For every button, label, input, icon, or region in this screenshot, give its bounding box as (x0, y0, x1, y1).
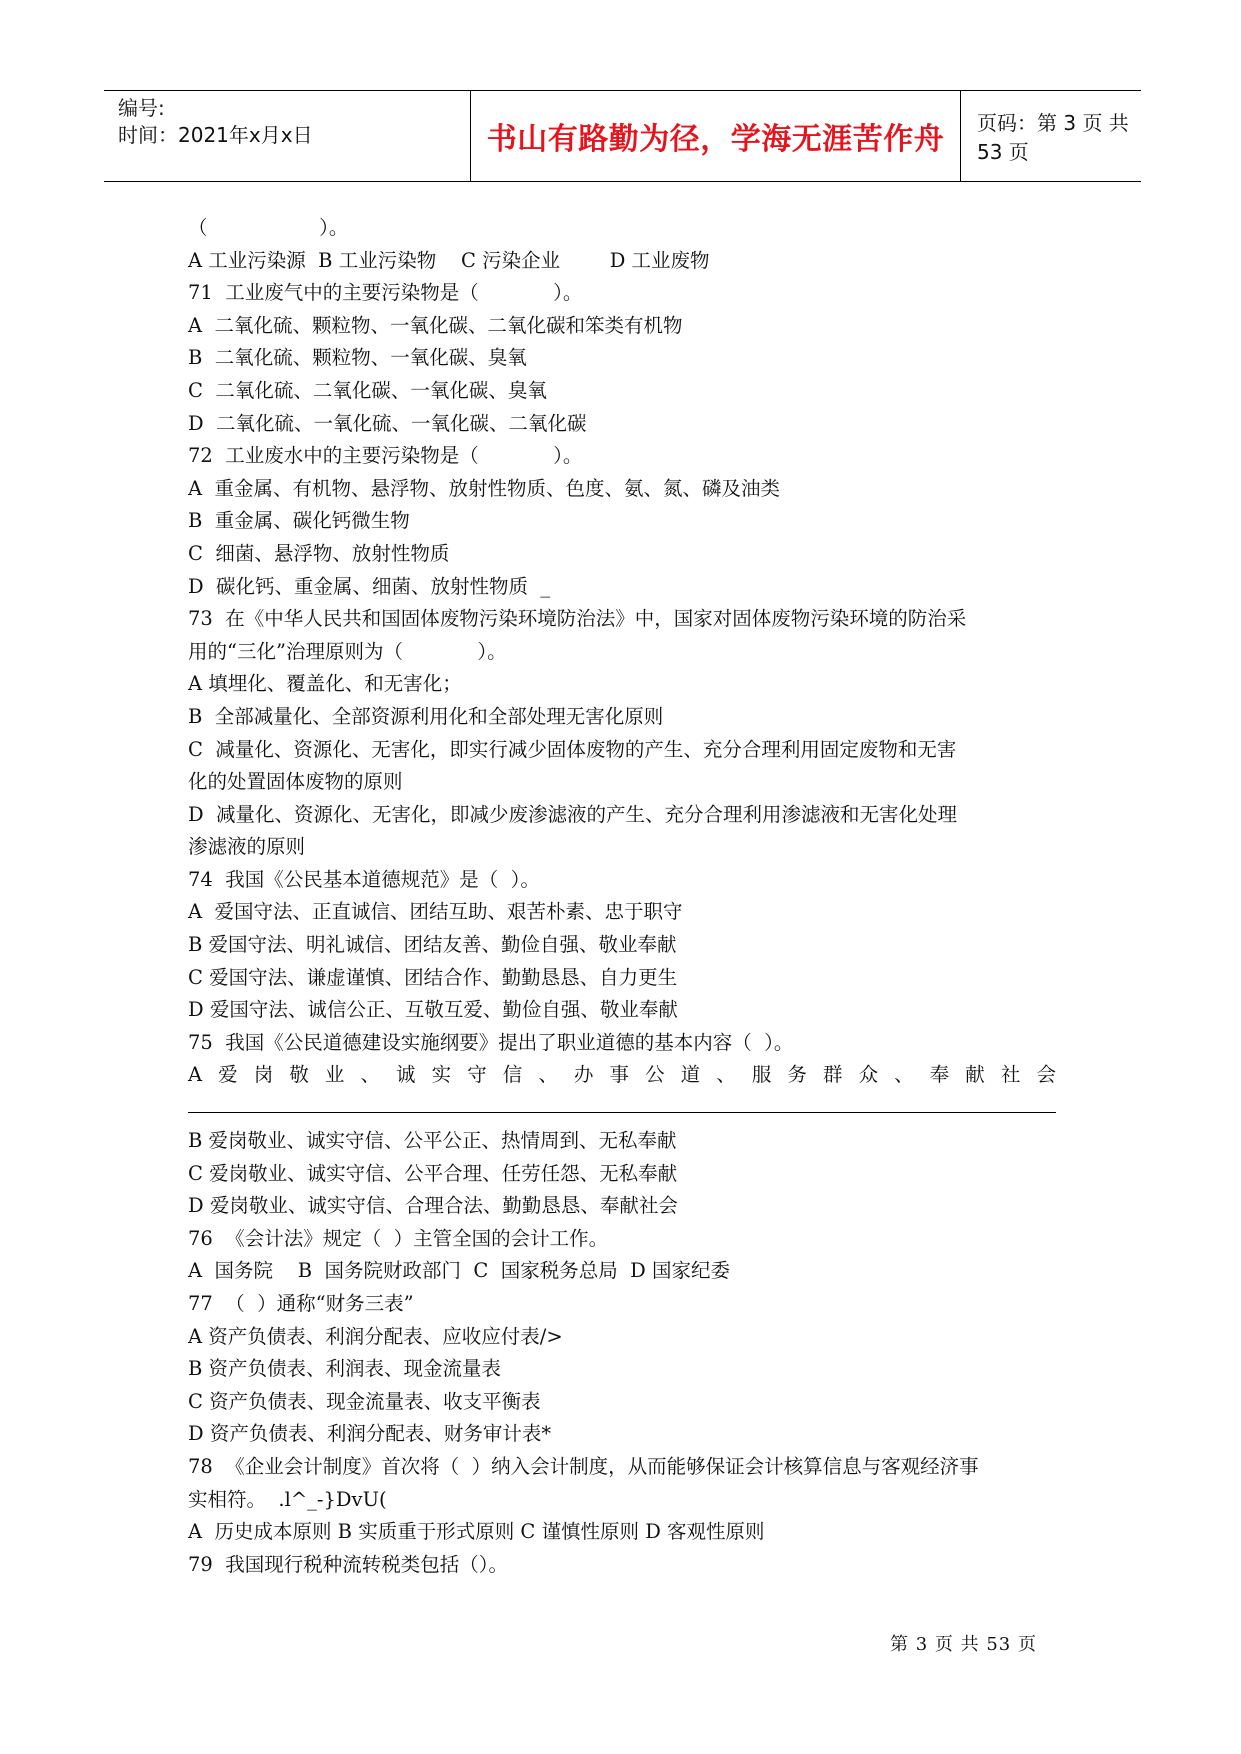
justified-char: 献 (965, 1063, 985, 1087)
text-line: 72 工业废水中的主要污染物是（ ）。 (188, 444, 583, 468)
text-line: C 减量化、资源化、无害化，即实行减少固体废物的产生、充分合理利用固定废物和无害 (188, 737, 957, 761)
text-line: 75 我国《公民道德建设实施纲要》提出了职业道德的基本内容（ ）。 (188, 1030, 794, 1054)
justified-char: 、 (716, 1063, 736, 1087)
page-header (104, 90, 1141, 182)
question-text-block-continued (188, 1125, 1058, 1581)
header-page-info: 页码：第 3 页 共 53 页 (977, 111, 1129, 164)
justified-char: 奉 (929, 1063, 950, 1087)
justified-char: 岗 (253, 1063, 274, 1087)
text-line: D 爱岗敬业、诚实守信、合理合法、勤勤恳恳、奉献社会 (188, 1194, 678, 1218)
justified-char: 、 (538, 1063, 558, 1087)
text-line: 71 工业废气中的主要污染物是（ ）。 (188, 281, 583, 305)
justified-char: 诚 (396, 1063, 416, 1087)
text-line: C 爱岗敬业、诚实守信、公平合理、任劳任怨、无私奉献 (188, 1161, 678, 1185)
text-line: B 爱岗敬业、诚实守信、公平公正、热情周到、无私奉献 (188, 1129, 677, 1152)
header-motto: 书山有路勤为径，学海无涯苦作舟 (486, 122, 945, 157)
text-line: D 碳化钙、重金属、细菌、放射性物质 _ (188, 574, 551, 598)
text-line: B 全部减量化、全部资源利用化和全部处理无害化原则 (188, 704, 664, 728)
justified-char: 服 (751, 1063, 772, 1087)
justified-char: 公 (645, 1063, 665, 1087)
justified-char: 爱 (218, 1063, 238, 1087)
justified-char: 业 (324, 1063, 345, 1087)
document-number-label: 编号: (118, 96, 165, 120)
text-line: A 工业污染源 B 工业污染物 C 污染企业 D 工业废物 (188, 248, 710, 272)
horizontal-rule (188, 1112, 1056, 1113)
justified-char: 敬 (289, 1063, 309, 1087)
justified-char: 实 (431, 1063, 452, 1087)
justified-char: 、 (894, 1063, 914, 1087)
text-line: D 二氧化硫、一氧化硫、一氧化碳、二氧化碳 (188, 411, 587, 435)
justified-char: 守 (467, 1063, 487, 1087)
text-line: 79 我国现行税种流转税类包括（）。 (188, 1552, 508, 1576)
justified-char: 道 (680, 1063, 701, 1087)
text-line: D 资产负债表、利润分配表、财务审计表* (188, 1422, 552, 1446)
justified-char: 信 (502, 1063, 523, 1087)
justified-char: A (188, 1063, 203, 1087)
justified-char: 事 (609, 1063, 630, 1087)
text-line: A 历史成本原则 B 实质重于形式原则 C 谨慎性原则 D 客观性原则 (188, 1520, 765, 1544)
text-line: C 细菌、悬浮物、放射性物质 (188, 541, 450, 565)
text-line: A 二氧化硫、颗粒物、一氧化碳、二氧化碳和笨类有机物 (188, 313, 683, 337)
question-text-block (188, 212, 1058, 1092)
text-line: 74 我国《公民基本道德规范》是（ ）。 (188, 867, 540, 891)
header-divider-right (960, 91, 961, 181)
text-line: 渗滤液的原则 (188, 835, 306, 859)
header-meta (118, 91, 470, 181)
text-line: A 重金属、有机物、悬浮物、放射性物质、色度、氨、氮、磷及油类 (188, 476, 780, 500)
text-line: A 国务院 B 国务院财政部门 C 国家税务总局 D 国家纪委 (188, 1259, 730, 1283)
justified-char: 、 (360, 1063, 380, 1087)
text-line: A 爱国守法、正直诚信、团结互助、艰苦朴素、忠于职守 (188, 900, 683, 924)
text-line: 78 《企业会计制度》首次将（ ）纳入会计制度，从而能够保证会计核算信息与客观经济事 (188, 1454, 979, 1478)
text-line: B 重金属、碳化钙微生物 (188, 509, 410, 533)
text-line: B 资产负债表、利润表、现金流量表 (188, 1357, 502, 1381)
text-line: C 二氧化硫、二氧化碳、一氧化碳、臭氧 (188, 378, 547, 402)
justified-char: 办 (573, 1063, 594, 1087)
page-footer: 第 3 页 共 53 页 (890, 1634, 1037, 1655)
text-line: 用的“三化”治理原则为（ ）。 (188, 639, 507, 663)
text-line: B 爱国守法、明礼诚信、团结友善、勤俭自强、敬业奉献 (188, 933, 677, 957)
justified-char: 群 (822, 1063, 843, 1087)
justified-answer-line (188, 1059, 1056, 1092)
justified-char: 众 (858, 1063, 879, 1087)
text-line: 77 （ ）通称“财务三表” (188, 1291, 414, 1315)
justified-char: 会 (1036, 1063, 1056, 1087)
text-line: C 资产负债表、现金流量表、收支平衡表 (188, 1389, 541, 1413)
text-line: A 填埋化、覆盖化、和无害化； (188, 672, 462, 696)
text-line: 73 在《中华人民共和国固体废物污染环境防治法》中，国家对固体废物污染环境的防治采 (188, 607, 967, 631)
text-line: B 二氧化硫、颗粒物、一氧化碳、臭氧 (188, 346, 527, 370)
text-line: 实相符。 .l^_-}DvU( (188, 1487, 387, 1511)
text-line: A 资产负债表、利润分配表、应收应付表/> (188, 1324, 563, 1348)
justified-char: 社 (1000, 1063, 1021, 1087)
justified-char: 务 (787, 1063, 807, 1087)
text-line: D 爱国守法、诚信公正、互敬互爱、勤俭自强、敬业奉献 (188, 998, 678, 1022)
text-line: D 减量化、资源化、无害化，即减少废渗滤液的产生、充分合理利用渗滤液和无害化处理 (188, 802, 958, 826)
document-time-label: 时间：2021年x月x日 (118, 123, 313, 147)
text-line: （ ）。 (188, 216, 349, 239)
text-line: C 爱国守法、谦虚谨慎、团结合作、勤勤恳恳、自力更生 (188, 965, 678, 989)
text-line: 化的处置固体废物的原则 (188, 770, 403, 794)
text-line: 76 《会计法》规定（ ）主管全国的会计工作。 (188, 1226, 609, 1250)
